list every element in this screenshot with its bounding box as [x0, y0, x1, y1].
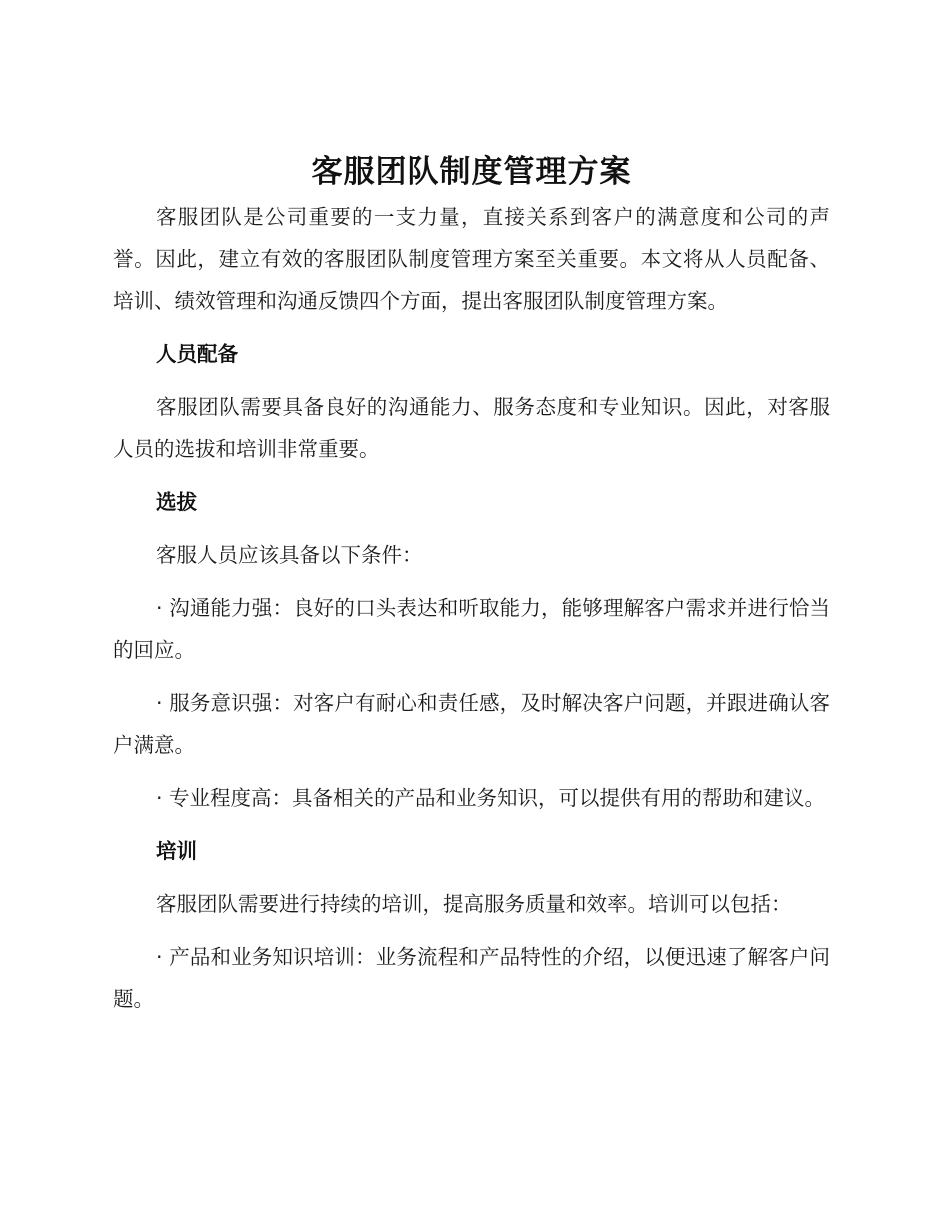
spacer — [113, 470, 830, 481]
training-bullet-product-knowledge: · 产品和业务知识培训：业务流程和产品特性的介绍，以便迅速了解客户问题。 — [113, 945, 830, 1011]
spacer — [113, 671, 830, 682]
spacer — [113, 872, 830, 883]
spacer — [113, 819, 830, 830]
selection-bullet-expertise: · 专业程度高：具备相关的产品和业务知识，可以提供有用的帮助和建议。 — [156, 786, 826, 810]
selection-bullet-communication: · 沟通能力强：良好的口头表达和听取能力，能够理解客户需求并进行恰当的回应。 — [113, 596, 830, 662]
spacer — [113, 925, 830, 936]
spacer — [113, 576, 830, 587]
spacer — [113, 375, 830, 386]
section-heading-selection: 选拔 — [156, 490, 197, 514]
selection-lead-paragraph: 客服人员应该具备以下条件： — [156, 543, 423, 567]
section-heading-staffing: 人员配备 — [156, 342, 238, 366]
selection-bullet-service: · 服务意识强：对客户有耐心和责任感，及时解决客户问题，并跟进确认客户满意。 — [113, 691, 830, 757]
spacer — [113, 322, 830, 333]
intro-paragraph: 客服团队是公司重要的一支力量，直接关系到客户的满意度和公司的声誉。因此，建立有效的客服团队制度管理方案至关重要。本文将从人员配备、培训、绩效管理和沟通反馈四个方面，提出客服团队制度管理方案。 — [113, 205, 830, 313]
training-lead-paragraph: 客服团队需要进行持续的培训，提高服务质量和效率。培训可以包括： — [156, 892, 792, 916]
document-title: 客服团队制度管理方案 — [311, 154, 632, 190]
section-heading-training: 培训 — [156, 839, 197, 863]
spacer — [113, 523, 830, 534]
spacer — [113, 766, 830, 777]
staffing-paragraph: 客服团队需要具备良好的沟通能力、服务态度和专业知识。因此，对客服人员的选拔和培训非常重要。 — [113, 395, 830, 461]
